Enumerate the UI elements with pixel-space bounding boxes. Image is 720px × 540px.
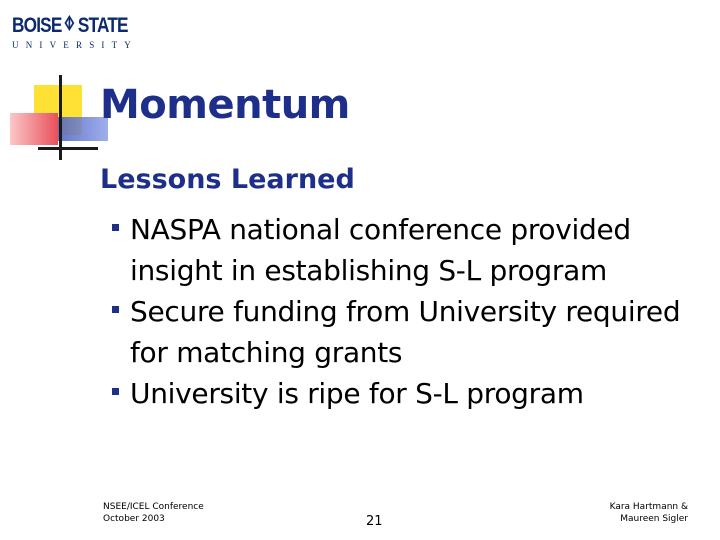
- section-subheading: Lessons Learned: [100, 164, 355, 195]
- bullet-text: Secure funding from University required for matching grants: [130, 295, 681, 369]
- logo-word-left: BOISE: [12, 14, 62, 37]
- footer-conference: [103, 501, 204, 525]
- logo-wordmark: [12, 15, 128, 37]
- bullet-item: [100, 373, 700, 414]
- deco-horizontal-line: [38, 147, 98, 150]
- footer-conference-date: October 2003: [103, 514, 165, 524]
- bullet-list: [100, 209, 700, 414]
- footer-author-2: Maureen Sigler: [620, 514, 688, 524]
- footer-authors: [610, 501, 688, 525]
- bullet-item: [100, 291, 700, 373]
- deco-red-block: [10, 113, 58, 145]
- square-bullet-icon: [112, 224, 119, 231]
- bullet-text: University is ripe for S-L program: [130, 377, 584, 410]
- logo-word-right: STATE: [77, 14, 128, 37]
- boise-state-logo: [10, 14, 138, 55]
- bullet-text: NASPA national conference provided insight in establishing S-L program: [130, 213, 631, 287]
- footer-author-1: Kara Hartmann &: [609, 502, 688, 512]
- university-logo-emblem-icon: [64, 14, 75, 38]
- slide-title: Momentum: [100, 82, 350, 128]
- square-bullet-icon: [112, 306, 119, 313]
- logo-subtitle: UNIVERSITY: [12, 40, 138, 50]
- footer-conference-name: NSEE/ICEL Conference: [103, 502, 204, 512]
- page-number: 21: [366, 514, 383, 529]
- decorative-color-blocks: [0, 75, 110, 170]
- square-bullet-icon: [112, 388, 119, 395]
- bullet-item: [100, 209, 700, 291]
